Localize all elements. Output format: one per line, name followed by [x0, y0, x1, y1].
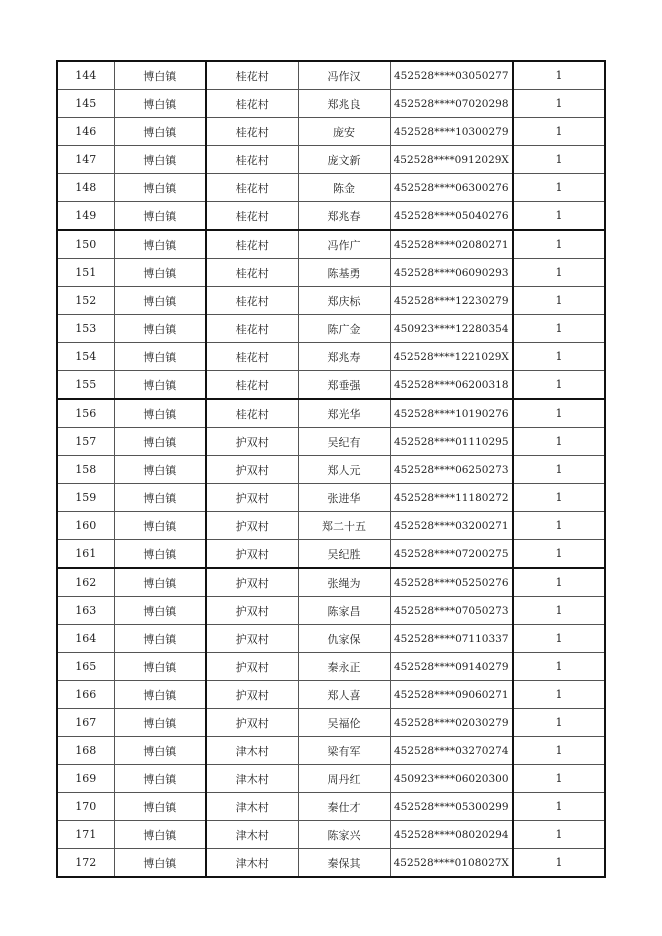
count-cell: 1 — [513, 259, 605, 287]
row-number: 159 — [57, 484, 114, 512]
town-cell: 博白镇 — [114, 793, 206, 821]
name-cell: 郑兆良 — [298, 90, 390, 118]
id-number-cell: 452528****08020294 — [390, 821, 513, 849]
count-cell: 1 — [513, 230, 605, 259]
table-row — [57, 146, 605, 174]
village-cell: 津木村 — [206, 849, 298, 878]
table-row — [57, 625, 605, 653]
id-number-cell: 452528****03050277 — [390, 61, 513, 90]
name-cell: 郑兆寿 — [298, 343, 390, 371]
id-number-cell: 452528****10300279 — [390, 118, 513, 146]
id-number-cell: 452528****03270274 — [390, 737, 513, 765]
table-row — [57, 343, 605, 371]
town-cell: 博白镇 — [114, 118, 206, 146]
name-cell: 吴福伦 — [298, 709, 390, 737]
town-cell: 博白镇 — [114, 428, 206, 456]
village-cell: 桂花村 — [206, 90, 298, 118]
table-row — [57, 315, 605, 343]
village-cell: 桂花村 — [206, 230, 298, 259]
name-cell: 郑光华 — [298, 399, 390, 428]
name-cell: 郑垂强 — [298, 371, 390, 400]
name-cell: 冯作汉 — [298, 61, 390, 90]
id-number-cell: 452528****06300276 — [390, 174, 513, 202]
village-cell: 桂花村 — [206, 315, 298, 343]
town-cell: 博白镇 — [114, 709, 206, 737]
row-number: 170 — [57, 793, 114, 821]
count-cell: 1 — [513, 765, 605, 793]
name-cell: 郑人元 — [298, 456, 390, 484]
id-number-cell: 452528****07020298 — [390, 90, 513, 118]
village-cell: 津木村 — [206, 793, 298, 821]
village-cell: 桂花村 — [206, 61, 298, 90]
village-cell: 桂花村 — [206, 202, 298, 231]
row-number: 167 — [57, 709, 114, 737]
town-cell: 博白镇 — [114, 456, 206, 484]
row-number: 168 — [57, 737, 114, 765]
table-row — [57, 793, 605, 821]
roster-table — [56, 60, 606, 878]
village-cell: 桂花村 — [206, 343, 298, 371]
table-row — [57, 428, 605, 456]
name-cell: 郑庆标 — [298, 287, 390, 315]
village-cell: 护双村 — [206, 512, 298, 540]
table-row — [57, 456, 605, 484]
town-cell: 博白镇 — [114, 484, 206, 512]
table-row — [57, 371, 605, 400]
row-number: 149 — [57, 202, 114, 231]
village-cell: 护双村 — [206, 456, 298, 484]
row-number: 152 — [57, 287, 114, 315]
row-number: 164 — [57, 625, 114, 653]
village-cell: 护双村 — [206, 597, 298, 625]
town-cell: 博白镇 — [114, 737, 206, 765]
name-cell: 张进华 — [298, 484, 390, 512]
village-cell: 护双村 — [206, 681, 298, 709]
table-row — [57, 230, 605, 259]
row-number: 153 — [57, 315, 114, 343]
row-number: 161 — [57, 540, 114, 569]
row-number: 150 — [57, 230, 114, 259]
name-cell: 秦保其 — [298, 849, 390, 878]
village-cell: 桂花村 — [206, 287, 298, 315]
table-row — [57, 821, 605, 849]
count-cell: 1 — [513, 597, 605, 625]
name-cell: 陈家兴 — [298, 821, 390, 849]
village-cell: 津木村 — [206, 765, 298, 793]
row-number: 171 — [57, 821, 114, 849]
town-cell: 博白镇 — [114, 765, 206, 793]
name-cell: 周丹红 — [298, 765, 390, 793]
row-number: 146 — [57, 118, 114, 146]
id-number-cell: 452528****0108027X — [390, 849, 513, 878]
name-cell: 秦仕才 — [298, 793, 390, 821]
name-cell: 郑兆春 — [298, 202, 390, 231]
table-row — [57, 287, 605, 315]
count-cell: 1 — [513, 174, 605, 202]
town-cell: 博白镇 — [114, 653, 206, 681]
row-number: 147 — [57, 146, 114, 174]
name-cell: 冯作广 — [298, 230, 390, 259]
village-cell: 桂花村 — [206, 146, 298, 174]
table-row — [57, 737, 605, 765]
name-cell: 张绳为 — [298, 568, 390, 597]
id-number-cell: 452528****01110295 — [390, 428, 513, 456]
table-row — [57, 540, 605, 569]
village-cell: 桂花村 — [206, 118, 298, 146]
count-cell: 1 — [513, 681, 605, 709]
row-number: 154 — [57, 343, 114, 371]
id-number-cell: 452528****09060271 — [390, 681, 513, 709]
town-cell: 博白镇 — [114, 230, 206, 259]
town-cell: 博白镇 — [114, 540, 206, 569]
table-row — [57, 118, 605, 146]
table-row — [57, 849, 605, 878]
name-cell: 秦永正 — [298, 653, 390, 681]
id-number-cell: 452528****02080271 — [390, 230, 513, 259]
town-cell: 博白镇 — [114, 399, 206, 428]
town-cell: 博白镇 — [114, 512, 206, 540]
town-cell: 博白镇 — [114, 371, 206, 400]
count-cell: 1 — [513, 202, 605, 231]
table-row — [57, 174, 605, 202]
table-row — [57, 259, 605, 287]
town-cell: 博白镇 — [114, 597, 206, 625]
table-row — [57, 709, 605, 737]
count-cell: 1 — [513, 849, 605, 878]
row-number: 151 — [57, 259, 114, 287]
row-number: 158 — [57, 456, 114, 484]
count-cell: 1 — [513, 709, 605, 737]
count-cell: 1 — [513, 821, 605, 849]
count-cell: 1 — [513, 568, 605, 597]
row-number: 157 — [57, 428, 114, 456]
table-row — [57, 597, 605, 625]
name-cell: 庞文新 — [298, 146, 390, 174]
id-number-cell: 452528****03200271 — [390, 512, 513, 540]
id-number-cell: 452528****06090293 — [390, 259, 513, 287]
id-number-cell: 450923****06020300 — [390, 765, 513, 793]
village-cell: 桂花村 — [206, 259, 298, 287]
table-row — [57, 399, 605, 428]
town-cell: 博白镇 — [114, 821, 206, 849]
count-cell: 1 — [513, 456, 605, 484]
count-cell: 1 — [513, 61, 605, 90]
id-number-cell: 452528****05300299 — [390, 793, 513, 821]
id-number-cell: 452528****02030279 — [390, 709, 513, 737]
village-cell: 护双村 — [206, 625, 298, 653]
row-number: 156 — [57, 399, 114, 428]
name-cell: 陈基勇 — [298, 259, 390, 287]
name-cell: 陈广金 — [298, 315, 390, 343]
row-number: 160 — [57, 512, 114, 540]
table-row — [57, 653, 605, 681]
row-number: 165 — [57, 653, 114, 681]
table-row — [57, 568, 605, 597]
count-cell: 1 — [513, 653, 605, 681]
village-cell: 护双村 — [206, 484, 298, 512]
town-cell: 博白镇 — [114, 259, 206, 287]
row-number: 163 — [57, 597, 114, 625]
name-cell: 仇家保 — [298, 625, 390, 653]
id-number-cell: 452528****05040276 — [390, 202, 513, 231]
count-cell: 1 — [513, 484, 605, 512]
table-row — [57, 90, 605, 118]
id-number-cell: 452528****09140279 — [390, 653, 513, 681]
row-number: 148 — [57, 174, 114, 202]
town-cell: 博白镇 — [114, 625, 206, 653]
name-cell: 梁有军 — [298, 737, 390, 765]
name-cell: 陈家昌 — [298, 597, 390, 625]
count-cell: 1 — [513, 625, 605, 653]
table-row — [57, 484, 605, 512]
village-cell: 护双村 — [206, 428, 298, 456]
id-number-cell: 452528****05250276 — [390, 568, 513, 597]
village-cell: 桂花村 — [206, 399, 298, 428]
row-number: 145 — [57, 90, 114, 118]
id-number-cell: 452528****07200275 — [390, 540, 513, 569]
town-cell: 博白镇 — [114, 849, 206, 878]
id-number-cell: 452528****07110337 — [390, 625, 513, 653]
count-cell: 1 — [513, 540, 605, 569]
spreadsheet-page — [56, 60, 604, 878]
count-cell: 1 — [513, 512, 605, 540]
count-cell: 1 — [513, 343, 605, 371]
town-cell: 博白镇 — [114, 315, 206, 343]
town-cell: 博白镇 — [114, 681, 206, 709]
village-cell: 桂花村 — [206, 174, 298, 202]
count-cell: 1 — [513, 146, 605, 174]
count-cell: 1 — [513, 737, 605, 765]
town-cell: 博白镇 — [114, 343, 206, 371]
village-cell: 护双村 — [206, 540, 298, 569]
id-number-cell: 452528****06200318 — [390, 371, 513, 400]
town-cell: 博白镇 — [114, 287, 206, 315]
count-cell: 1 — [513, 90, 605, 118]
id-number-cell: 452528****1221029X — [390, 343, 513, 371]
id-number-cell: 452528****0912029X — [390, 146, 513, 174]
table-row — [57, 202, 605, 231]
name-cell: 陈金 — [298, 174, 390, 202]
count-cell: 1 — [513, 428, 605, 456]
table-row — [57, 765, 605, 793]
row-number: 144 — [57, 61, 114, 90]
town-cell: 博白镇 — [114, 174, 206, 202]
id-number-cell: 452528****12230279 — [390, 287, 513, 315]
count-cell: 1 — [513, 315, 605, 343]
name-cell: 郑二十五 — [298, 512, 390, 540]
count-cell: 1 — [513, 287, 605, 315]
count-cell: 1 — [513, 371, 605, 400]
village-cell: 桂花村 — [206, 371, 298, 400]
count-cell: 1 — [513, 399, 605, 428]
id-number-cell: 452528****11180272 — [390, 484, 513, 512]
row-number: 169 — [57, 765, 114, 793]
village-cell: 护双村 — [206, 709, 298, 737]
town-cell: 博白镇 — [114, 146, 206, 174]
town-cell: 博白镇 — [114, 90, 206, 118]
id-number-cell: 450923****12280354 — [390, 315, 513, 343]
name-cell: 庞安 — [298, 118, 390, 146]
count-cell: 1 — [513, 118, 605, 146]
row-number: 172 — [57, 849, 114, 878]
id-number-cell: 452528****06250273 — [390, 456, 513, 484]
row-number: 166 — [57, 681, 114, 709]
name-cell: 吴纪有 — [298, 428, 390, 456]
table-row — [57, 61, 605, 90]
row-number: 162 — [57, 568, 114, 597]
town-cell: 博白镇 — [114, 61, 206, 90]
id-number-cell: 452528****07050273 — [390, 597, 513, 625]
table-body — [57, 61, 605, 877]
name-cell: 郑人喜 — [298, 681, 390, 709]
town-cell: 博白镇 — [114, 568, 206, 597]
name-cell: 吴纪胜 — [298, 540, 390, 569]
village-cell: 津木村 — [206, 737, 298, 765]
village-cell: 津木村 — [206, 821, 298, 849]
table-row — [57, 681, 605, 709]
row-number: 155 — [57, 371, 114, 400]
table-row — [57, 512, 605, 540]
id-number-cell: 452528****10190276 — [390, 399, 513, 428]
town-cell: 博白镇 — [114, 202, 206, 231]
village-cell: 护双村 — [206, 568, 298, 597]
count-cell: 1 — [513, 793, 605, 821]
village-cell: 护双村 — [206, 653, 298, 681]
